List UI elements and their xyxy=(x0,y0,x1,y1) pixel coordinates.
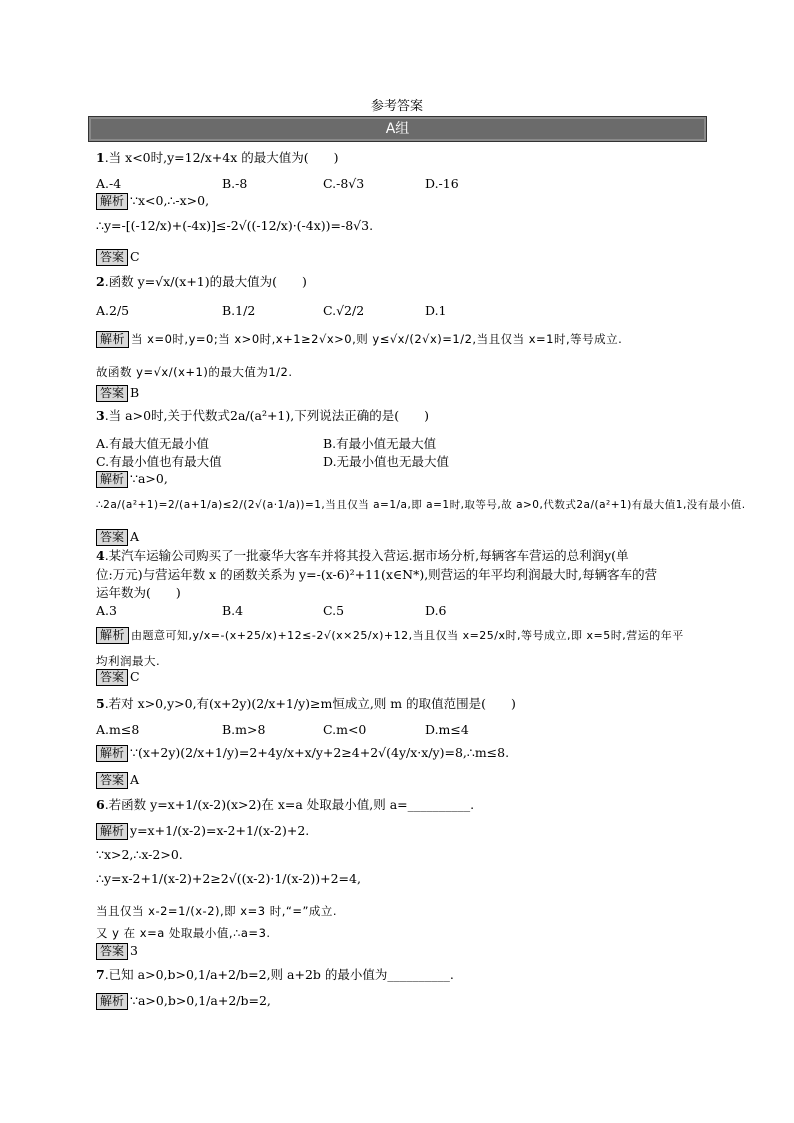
q4-answer: 答案 C xyxy=(96,669,140,686)
q5-stem: 5.若对 x>0,y>0,有(x+2y)(2/x+1/y)≥m恒成立,则 m 的取值范围是( ) xyxy=(96,696,516,711)
q1-answer: 答案 C xyxy=(96,249,140,266)
q1-option-a: A.-4 xyxy=(96,176,122,191)
q4-stem-1: 4.某汽车运输公司购买了一批豪华大客车并将其投入营运.据市场分析,每辆客车营运的总利润y(单 xyxy=(96,548,629,563)
q4-analysis-2: 均利润最大. xyxy=(96,654,161,668)
q5-option-b: B.m>8 xyxy=(222,722,266,737)
q4-stem-2: 位:万元)与营运年数 x 的函数关系为 y=-(x-6)²+11(x∈N*),则营运的年平均利润最大时,每辆客车的营 xyxy=(96,567,658,582)
q1-stem: 1.当 x<0时,y=12/x+4x 的最大值为( ) xyxy=(96,150,339,165)
answer-tag: 答案 xyxy=(96,529,128,546)
q3-option-b: B.有最小值无最大值 xyxy=(323,436,437,451)
q1-option-d: D.-16 xyxy=(425,176,459,191)
q4-option-c: C.5 xyxy=(323,603,345,618)
q5-option-c: C.m<0 xyxy=(323,722,367,737)
page-title: 参考答案 xyxy=(370,99,423,114)
q3-option-d: D.无最小值也无最大值 xyxy=(323,454,450,469)
q2-stem: 2.函数 y=√x/(x+1)的最大值为( ) xyxy=(96,274,307,289)
q6-stem: 6.若函数 y=x+1/(x-2)(x>2)在 x=a 处取最小值,则 a=__________. xyxy=(96,797,475,812)
q1-option-c: C.-8√3 xyxy=(323,176,365,191)
q2-analysis-1: 解析 当 x=0时,y=0;当 x>0时,x+1≥2√x>0,则 y≤√x/(2√x)=1/2,当且仅当 x=1时,等号成立. xyxy=(96,331,622,348)
q3-analysis-1: 解析 ∵a>0, xyxy=(96,471,168,488)
answer-tag: 答案 xyxy=(96,669,128,686)
q2-analysis-2: 故函数 y=√x/(x+1)的最大值为1/2. xyxy=(96,365,293,379)
q4-stem-3: 运年数为( ) xyxy=(96,585,181,600)
q2-answer: 答案 B xyxy=(96,385,139,402)
q6-analysis-5: 又 y 在 x=a 处取最小值,∴a=3. xyxy=(96,926,271,940)
q7-stem: 7.已知 a>0,b>0,1/a+2/b=2,则 a+2b 的最小值为__________. xyxy=(96,967,454,982)
q5-answer: 答案 A xyxy=(96,772,139,789)
q3-option-c: C.有最小值也有最大值 xyxy=(96,454,222,469)
q6-analysis-2: ∵x>2,∴x-2>0. xyxy=(96,847,183,862)
q5-analysis-1: 解析 ∵(x+2y)(2/x+1/y)=2+4y/x+x/y+2≥4+2√(4y/x·x/y)=8,∴m≤8. xyxy=(96,745,509,762)
analysis-tag: 解析 xyxy=(96,993,128,1010)
group-banner: A组 xyxy=(88,116,707,142)
q4-option-d: D.6 xyxy=(425,603,447,618)
q3-stem: 3.当 a>0时,关于代数式2a/(a²+1),下列说法正确的是( ) xyxy=(96,408,429,423)
q3-analysis-2: ∴2a/(a²+1)=2/(a+1/a)≤2/(2√(a·1/a))=1,当且仅当 a=1/a,即 a=1时,取等号,故 a>0,代数式2a/(a²+1)有最大值1,没有最小值. xyxy=(96,499,746,511)
q2-option-a: A.2/5 xyxy=(96,303,130,318)
answer-tag: 答案 xyxy=(96,385,128,402)
q2-option-d: D.1 xyxy=(425,303,447,318)
q7-analysis-1: 解析 ∵a>0,b>0,1/a+2/b=2, xyxy=(96,993,271,1010)
q6-answer: 答案 3 xyxy=(96,943,138,960)
answer-tag: 答案 xyxy=(96,943,128,960)
analysis-tag: 解析 xyxy=(96,331,129,348)
q5-option-d: D.m≤4 xyxy=(425,722,469,737)
q3-answer: 答案 A xyxy=(96,529,139,546)
analysis-tag: 解析 xyxy=(96,823,128,840)
q4-option-b: B.4 xyxy=(222,603,244,618)
q4-analysis-1: 解析 由题意可知,y/x=-(x+25/x)+12≤-2√(x×25/x)+12,当且仅当 x=25/x时,等号成立,即 x=5时,营运的年平 xyxy=(96,627,684,644)
q6-analysis-4: 当且仅当 x-2=1/(x-2),即 x=3 时,“=”成立. xyxy=(96,904,338,918)
analysis-tag: 解析 xyxy=(96,745,128,762)
q3-option-a: A.有最大值无最小值 xyxy=(96,436,210,451)
q1-analysis-1: 解析 ∵x<0,∴-x>0, xyxy=(96,193,209,210)
q5-option-a: A.m≤8 xyxy=(96,722,140,737)
q1-option-b: B.-8 xyxy=(222,176,248,191)
answer-tag: 答案 xyxy=(96,772,128,789)
q6-analysis-1: 解析 y=x+1/(x-2)=x-2+1/(x-2)+2. xyxy=(96,823,309,840)
q2-option-b: B.1/2 xyxy=(222,303,256,318)
q2-option-c: C.√2/2 xyxy=(323,303,365,318)
analysis-tag: 解析 xyxy=(96,471,128,488)
q6-analysis-3: ∴y=x-2+1/(x-2)+2≥2√((x-2)·1/(x-2))+2=4, xyxy=(96,871,361,886)
analysis-tag: 解析 xyxy=(96,193,128,210)
answer-tag: 答案 xyxy=(96,249,128,266)
q4-option-a: A.3 xyxy=(96,603,117,618)
analysis-tag: 解析 xyxy=(96,627,129,644)
q1-analysis-2: ∴y=-[(-12/x)+(-4x)]≤-2√((-12/x)·(-4x))=-8√3. xyxy=(96,218,374,233)
